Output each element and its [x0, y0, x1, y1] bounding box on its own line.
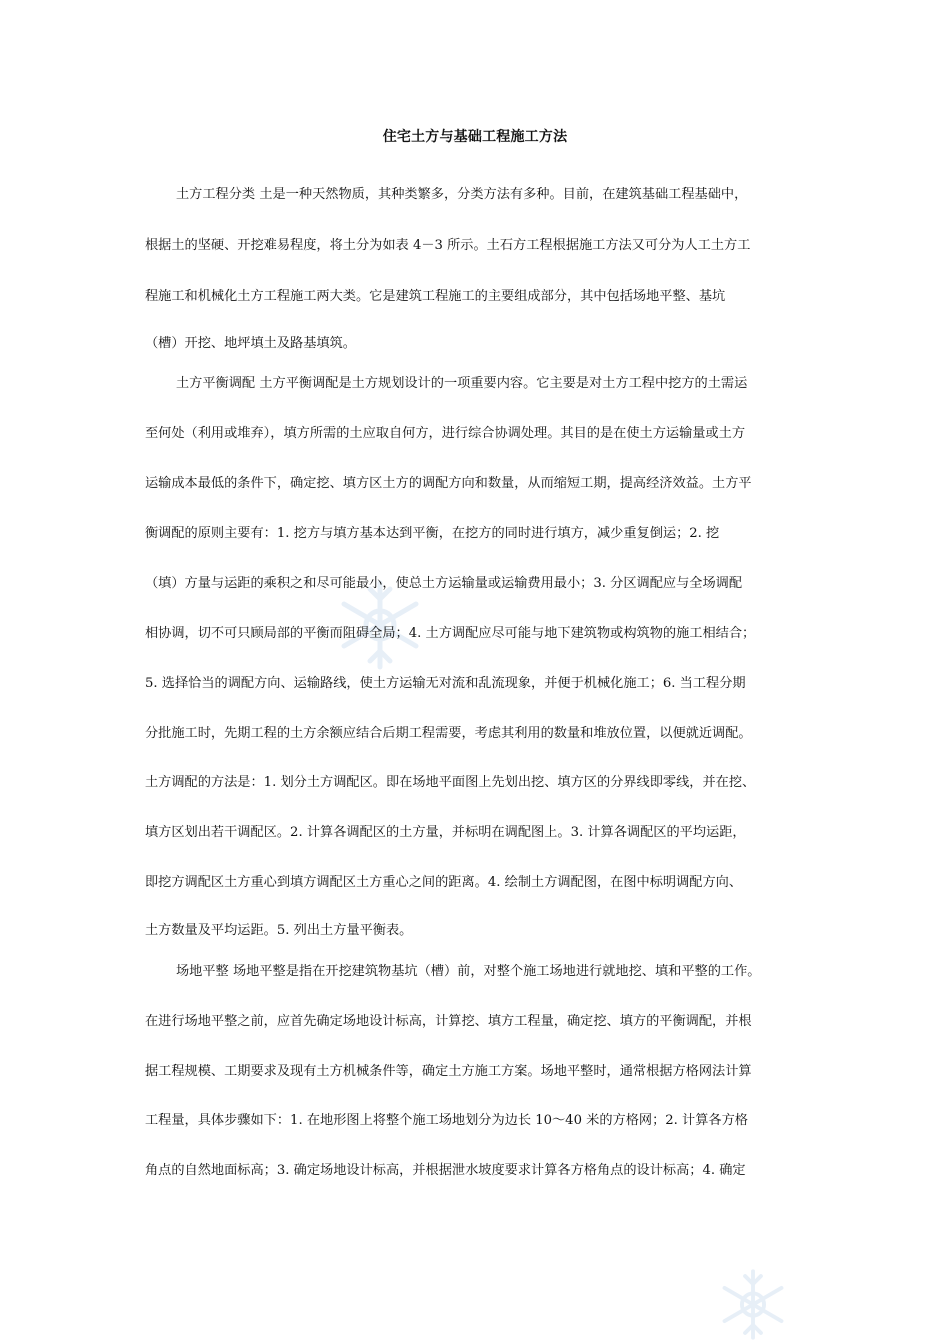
- text-line: 土方工程分类 土是一种天然物质，其种类繁多，分类方法有多种。目前，在建筑基础工程基础中，: [176, 187, 748, 202]
- text-line: 至何处（利用或堆弃），填方所需的土应取自何方，进行综合协调处理。其目的是在使土方运输量或土方: [145, 426, 746, 441]
- text-line: 场地平整 场地平整是指在开挖建筑物基坑（槽）前，对整个施工场地进行就地挖、填和平整的工作。: [176, 964, 761, 979]
- text-line: 根据土的坚硬、开挖难易程度，将土分为如表 4－3 所示。土石方工程根据施工方法又可分为人工土方工: [145, 238, 751, 253]
- text-line: 角点的自然地面标高；3. 确定场地设计标高，并根据泄水坡度要求计算各方格角点的设计标高；4. 确定: [145, 1163, 746, 1178]
- text-line: 相协调，切不可只顾局部的平衡而阻碍全局；4. 土方调配应尽可能与地下建筑物或构筑物的施工相结合；: [145, 626, 756, 641]
- snowflake-watermark-icon: [708, 1265, 798, 1344]
- text-line: 衡调配的原则主要有：1. 挖方与填方基本达到平衡，在挖方的同时进行填方，减少重复倒运；2. 挖: [145, 526, 720, 541]
- text-line: 土方数量及平均运距。5. 列出土方量平衡表。: [145, 923, 413, 938]
- text-line: 土方平衡调配 土方平衡调配是土方规划设计的一项重要内容。它主要是对土方工程中挖方的土需运: [176, 376, 748, 391]
- text-line: 土方调配的方法是：1. 划分土方调配区。即在场地平面图上先划出挖、填方区的分界线即零线，并在挖、: [145, 775, 756, 790]
- text-line: 程施工和机械化土方工程施工两大类。它是建筑工程施工的主要组成部分，其中包括场地平整、基坑: [145, 289, 726, 304]
- text-line: 据工程规模、工期要求及现有土方机械条件等，确定土方施工方案。场地平整时，通常根据方格网法计算: [145, 1064, 752, 1079]
- text-line: 运输成本最低的条件下，确定挖、填方区土方的调配方向和数量，从而缩短工期，提高经济效益。土方平: [145, 476, 752, 491]
- text-line: 5. 选择恰当的调配方向、运输路线，使土方运输无对流和乱流现象，并便于机械化施工；6. 当工程分期: [145, 676, 746, 691]
- text-line: （填）方量与运距的乘积之和尽可能最小，使总土方运输量或运输费用最小；3. 分区调配应与全场调配: [145, 576, 743, 591]
- page-title: 住宅土方与基础工程施工方法: [382, 129, 568, 145]
- text-line: 分批施工时，先期工程的土方余额应结合后期工程需要，考虑其利用的数量和堆放位置，以便就近调配。: [145, 726, 752, 741]
- text-line: 工程量，具体步骤如下：1. 在地形图上将整个施工场地划分为边长 10～40 米的方格网；2. 计算各方格: [145, 1113, 748, 1128]
- text-line: 在进行场地平整之前，应首先确定场地设计标高，计算挖、填方工程量，确定挖、填方的平衡调配，并根: [145, 1014, 752, 1029]
- text-line: （槽）开挖、地坪填土及路基填筑。: [145, 336, 356, 351]
- text-line: 即挖方调配区土方重心到填方调配区土方重心之间的距离。4. 绘制土方调配图，在图中标明调配方向、: [145, 875, 743, 890]
- text-line: 填方区划出若干调配区。2. 计算各调配区的土方量，并标明在调配图上。3. 计算各调配区的平均运距，: [145, 825, 746, 840]
